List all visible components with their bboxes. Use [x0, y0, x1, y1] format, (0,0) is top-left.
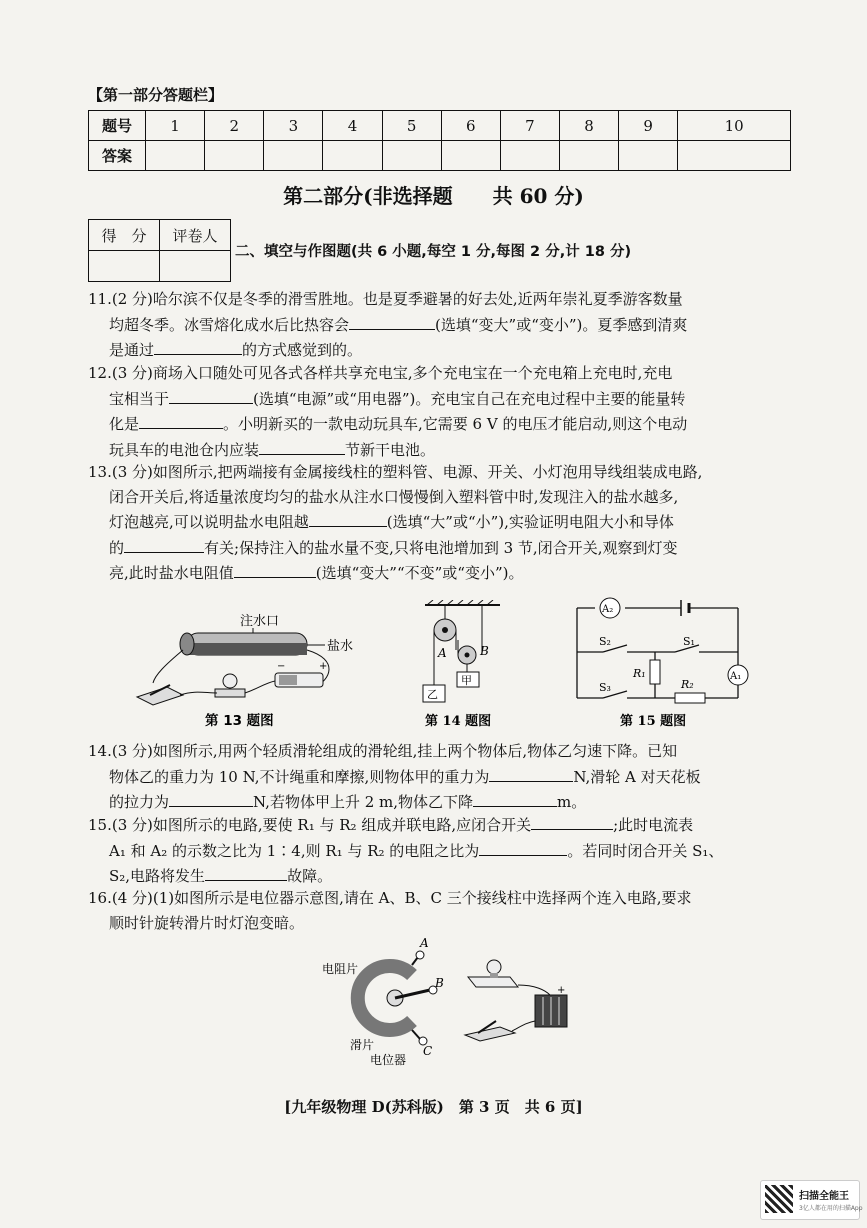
- answer-cell[interactable]: [205, 141, 264, 171]
- score-label: 得 分: [89, 220, 160, 251]
- battery-icon: [535, 985, 567, 1027]
- q11-text: 是通过: [109, 341, 155, 359]
- grader-cell[interactable]: [160, 251, 231, 282]
- svg-text:−: −: [277, 661, 286, 672]
- bulb-icon: [468, 960, 518, 987]
- answer-cell[interactable]: [619, 141, 678, 171]
- q12-text: 玩具车的电池仓内应装: [109, 440, 260, 459]
- ammeter-a1: [728, 665, 748, 685]
- q13-text: (选填“变大”“不变”或“变小”)。: [315, 564, 524, 582]
- q16-line2: 顺时针旋转滑片时灯泡变暗。: [109, 913, 305, 932]
- q14-text: 物体乙的重力为 10 N,不计绳重和摩擦,则物体甲的重力为: [109, 767, 490, 786]
- q11-text: 的方式感觉到的。: [242, 341, 363, 359]
- q13-text: 灯泡越亮,可以说明盐水电阻越: [109, 513, 309, 531]
- answer-blank[interactable]: [309, 509, 387, 527]
- s2-label: S₂: [599, 635, 611, 648]
- figure-13-caption: 第 13 题图: [205, 713, 274, 729]
- terminal-b-label: B: [435, 976, 444, 990]
- ammeter-a2: [600, 598, 620, 618]
- q13-line1: 13.(3 分)如图所示,把两端接有金属接线柱的塑料管、电源、开关、小灯泡用导线组装成电路,: [88, 463, 703, 481]
- answer-blank[interactable]: [169, 386, 253, 404]
- score-table: [88, 219, 231, 282]
- answer-blank[interactable]: [205, 863, 287, 881]
- answer-blank[interactable]: [169, 789, 253, 807]
- figure-15: [565, 595, 755, 735]
- q16-line1: 16.(4 分)(1)如图所示是电位器示意图,请在 A、B、C 三个接线柱中选择两个连入电路,要求: [88, 889, 692, 907]
- q15-text: ;此时电流表: [613, 816, 694, 834]
- answer-cell[interactable]: [146, 141, 205, 171]
- q13-text: 有关;保持注入的盐水量不变,只将电池增加到 3 节,闭合开关,观察到灯变: [204, 538, 678, 557]
- potentiometer-label: 电位器: [370, 1053, 407, 1067]
- q15-text: 15.(3 分)如图所示的电路,要使 R₁ 与 R₂ 组成并联电路,应闭合开关: [88, 816, 532, 834]
- row-label-answer: 答案: [89, 141, 146, 171]
- switch: [465, 1021, 515, 1041]
- q13-text: 的: [109, 538, 125, 557]
- saltwater-label: 盐水: [327, 639, 354, 654]
- answer-blank[interactable]: [139, 411, 223, 429]
- q12-text: 化是: [109, 415, 140, 433]
- answer-blank[interactable]: [473, 789, 557, 807]
- resistor-strip-label: 电阻片: [322, 962, 359, 976]
- pulley-a-label: A: [438, 646, 447, 660]
- bulb-icon: [215, 674, 245, 697]
- question-number: 10: [678, 111, 791, 141]
- switch: [137, 685, 183, 705]
- question-number: 3: [264, 111, 323, 141]
- question-number: 8: [559, 111, 618, 141]
- inlet-label: 注水口: [240, 614, 280, 629]
- resistor-r2: [675, 693, 705, 703]
- answer-row: [89, 141, 791, 171]
- answer-blank[interactable]: [259, 437, 345, 455]
- s3-label: S₃: [599, 681, 611, 694]
- q15-text: S₂,电路将发生: [109, 867, 206, 885]
- q13-text: 亮,此时盐水电阻值: [109, 564, 234, 582]
- question-13: [88, 460, 798, 586]
- q15-text: A₁ 和 A₂ 的示数之比为 1∶4,则 R₁ 与 R₂ 的电阻之比为: [109, 841, 480, 860]
- q13-line2: 闭合开关后,将适量浓度均匀的盐水从注水口慢慢倒入塑料管中时,发现注入的盐水越多,: [109, 487, 679, 506]
- jia-label: 甲: [461, 674, 472, 687]
- svg-text:+: +: [319, 661, 328, 672]
- q14-text: N,滑轮 A 对天花板: [573, 767, 701, 786]
- q11-text: 均超冬季。冰雪熔化成水后比热容会: [109, 315, 350, 334]
- answer-cell[interactable]: [678, 141, 791, 171]
- answer-cell[interactable]: [559, 141, 618, 171]
- answer-blank[interactable]: [489, 764, 573, 782]
- q15-text: 。若同时闭合开关 S₁、: [567, 841, 724, 860]
- scanner-watermark: [760, 1180, 863, 1220]
- battery-icon: [275, 661, 327, 687]
- pulley-b: [458, 646, 476, 664]
- question-12: [88, 361, 798, 462]
- terminal-a-label: A: [420, 936, 429, 950]
- r1-label: R₁: [633, 667, 646, 680]
- svg-text:A₁: A₁: [730, 671, 742, 682]
- q12-text: 节新干电池。: [345, 440, 436, 459]
- q15-text: 故障。: [287, 867, 333, 885]
- answer-blank[interactable]: [479, 838, 567, 856]
- answer-cell[interactable]: [323, 141, 382, 171]
- question-16: [88, 886, 798, 935]
- question-number: 1: [146, 111, 205, 141]
- figure-15-caption: 第 15 题图: [620, 714, 687, 729]
- row-label-number: 题号: [89, 111, 146, 141]
- pulley-a: [434, 619, 456, 641]
- q14-line1: 14.(3 分)如图所示,用两个轻质滑轮组成的滑轮组,挂上两个物体后,物体乙匀速下降。已知: [88, 742, 678, 760]
- q14-text: m。: [557, 793, 587, 811]
- q13-text: (选填“大”或“小”),实验证明电阻大小和导体: [386, 513, 674, 531]
- question-15: [88, 812, 798, 889]
- scanner-subtitle: 3亿人都在用的扫描App: [799, 1205, 863, 1212]
- section-title: 二、填空与作图题(共 6 小题,每空 1 分,每图 2 分,计 18 分): [235, 244, 632, 260]
- grader-label: 评卷人: [160, 220, 231, 251]
- figure-14-caption: 第 14 题图: [425, 714, 492, 729]
- score-cell[interactable]: [89, 251, 160, 282]
- question-number: 4: [323, 111, 382, 141]
- question-number: 2: [205, 111, 264, 141]
- question-14: [88, 739, 798, 815]
- qr-code-icon: [765, 1185, 793, 1213]
- answer-cell[interactable]: [382, 141, 441, 171]
- scanner-name: 扫描全能王: [799, 1191, 849, 1202]
- figure-14: [405, 600, 515, 735]
- pulley-b-label: B: [480, 644, 489, 658]
- q12-text: 宝相当于: [109, 389, 170, 408]
- q12-text: (选填“电源”或“用电器”)。充电宝自己在充电过程中主要的能量转: [253, 389, 686, 408]
- q11-line1: 11.(2 分)哈尔滨不仅是冬季的滑雪胜地。也是夏季避暑的好去处,近两年崇礼夏季游客数量: [88, 290, 683, 308]
- yi-label: 乙: [427, 688, 438, 701]
- q11-text: (选填“变大”或“变小”)。夏季感到清爽: [435, 315, 688, 334]
- page-footer: [九年级物理 D(苏科版) 第 3 页 共 6 页]: [284, 1098, 583, 1116]
- resistor-r1: [650, 660, 660, 684]
- part1-header: 【第一部分答题栏】: [88, 86, 224, 104]
- answer-blank[interactable]: [349, 312, 435, 330]
- answer-cell[interactable]: [441, 141, 500, 171]
- potentiometer: [358, 951, 437, 1045]
- q14-text: 的拉力为: [109, 793, 170, 811]
- terminal-c-label: C: [423, 1044, 433, 1058]
- answer-blank[interactable]: [531, 812, 613, 830]
- part2-title: 第二部分(非选择题 共 60 分): [283, 184, 584, 208]
- q14-text: N,若物体甲上升 2 m,物体乙下降: [253, 793, 474, 811]
- q12-line1: 12.(3 分)商场入口随处可见各式各样共享充电宝,多个充电宝在一个充电箱上充电时,充电: [88, 364, 673, 382]
- answer-cell[interactable]: [264, 141, 323, 171]
- question-number: 6: [441, 111, 500, 141]
- q12-text: 。小明新买的一款电动玩具车,它需要 6 V 的电压才能启动,则这个电动: [223, 415, 688, 433]
- question-number: 5: [382, 111, 441, 141]
- question-number: 9: [619, 111, 678, 141]
- svg-text:A₂: A₂: [602, 604, 614, 615]
- figure-13: [125, 605, 365, 735]
- slider-label: 滑片: [350, 1038, 375, 1052]
- answer-table: [88, 110, 791, 171]
- answer-blank[interactable]: [124, 535, 204, 553]
- svg-text:+: +: [557, 985, 566, 996]
- r2-label: R₂: [681, 678, 694, 691]
- plastic-tube: [180, 633, 307, 655]
- question-11: [88, 287, 798, 363]
- number-row: [89, 111, 791, 141]
- s1-label: S₁: [683, 635, 695, 648]
- answer-cell[interactable]: [500, 141, 559, 171]
- figure-16: [320, 935, 580, 1070]
- question-number: 7: [500, 111, 559, 141]
- answer-blank[interactable]: [154, 337, 242, 355]
- answer-blank[interactable]: [234, 560, 316, 578]
